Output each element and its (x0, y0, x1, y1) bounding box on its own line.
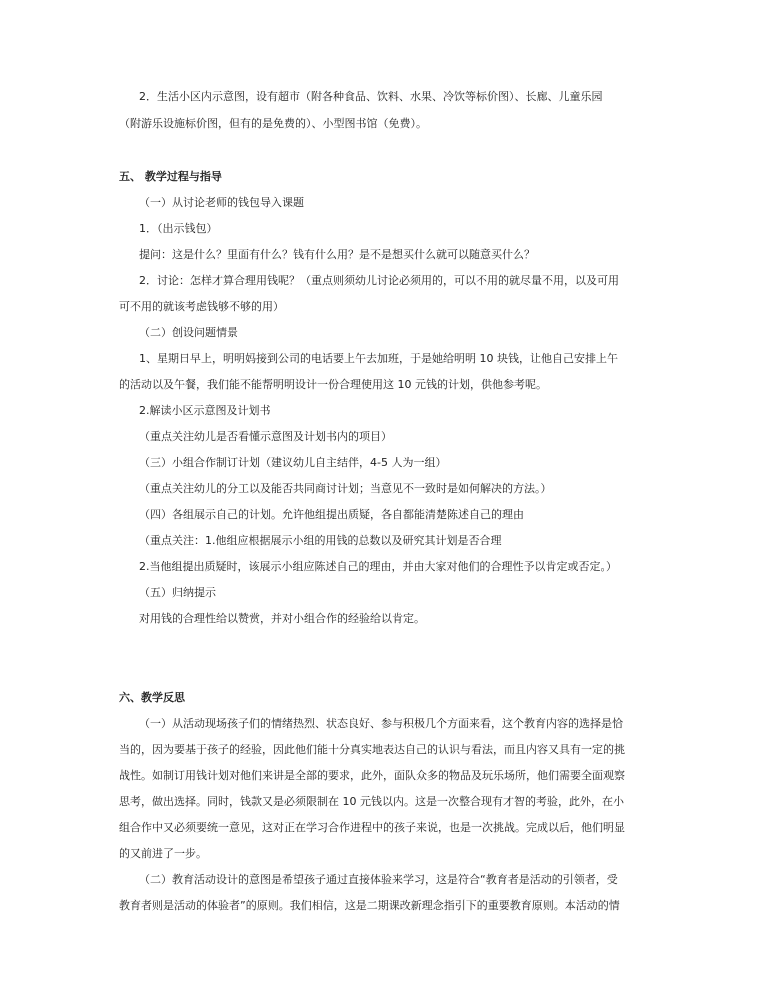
reflection-2-line-1: （二）教育活动设计的意图是希望孩子通过直接体验来学习，这是符合“教育者是活动的引领者，受 (139, 873, 618, 886)
material-item-2-line-2: （附游乐设施标价图，但有的是免费的）、小型图书馆（免费）。 (119, 117, 427, 130)
question-line: 提问：这是什么？里面有什么？钱有什么用？是不是想买什么就可以随意买什么？ (139, 248, 535, 261)
reflection-1-line-2: 当的，因为要基于孩子的经验，因此他们能十分真实地表达自己的认识与看法，而且内容又具有一定的挑 (119, 743, 625, 756)
subsection-4-title: （四）各组展示自己的计划。允许他组提出质疑，各自都能清楚陈述自己的理由 (139, 508, 524, 521)
step-1-line: 1．（出示钱包） (139, 222, 218, 235)
material-item-2-line-1: 2．生活小区内示意图，设有超市（附各种食品、饮料、水果、冷饮等标价图）、长廊、儿童乐园 (139, 90, 603, 103)
focus-note-3-line-1: （重点关注：1.他组应根据展示小组的用钱的总数以及研究其计划是否合理 (139, 534, 502, 547)
section-5-heading: 五、 教学过程与指导 (119, 170, 222, 183)
focus-note-2: （重点关注幼儿的分工以及能否共同商讨计划；当意见不一致时是如何解决的方法。） (139, 482, 552, 495)
reflection-2-line-2: 教育者则是活动的体验者”的原则。我们相信，这是二期课改新理念指引下的重要教育原则。本活动的情 (119, 899, 620, 912)
reflection-1-line-4: 思考，做出选择。同时，钱款又是必须限制在 10 元钱以内。这是一次整合现有才智的考验，此外，在小 (119, 795, 624, 808)
discussion-line-2: 可不用的就该考虑钱够不够的用） (119, 300, 284, 313)
section-6-heading: 六、教学反思 (119, 691, 185, 704)
focus-note-3-line-2: 2.当他组提出质疑时，该展示小组应陈述自己的理由，并由大家对他们的合理性予以肯定或否定。） (139, 560, 617, 573)
scenario-line-2: 的活动以及午餐，我们能不能帮明明设计一份合理使用这 10 元钱的计划，供他参考呢。 (119, 378, 547, 391)
summary-line: 对用钱的合理性给以赞赏，并对小组合作的经验给以肯定。 (139, 612, 425, 625)
map-reading-line: 2.解读小区示意图及计划书 (139, 404, 271, 417)
reflection-1-line-1: （一）从活动现场孩子们的情绪热烈、状态良好、参与积极几个方面来看，这个教育内容的选择是恰 (139, 717, 623, 730)
focus-note-1: （重点关注幼儿是否看懂示意图及计划书内的项目） (139, 430, 392, 443)
scenario-line-1: 1、星期日早上，明明妈接到公司的电话要上午去加班，于是她给明明 10 块钱，让他自己安排上午 (139, 352, 618, 365)
subsection-5-title: （五）归纳提示 (139, 586, 216, 599)
reflection-1-line-3: 战性。如制订用钱计划对他们来讲是全部的要求，此外，面队众多的物品及玩乐场所，他们需要全面观察 (119, 769, 625, 782)
subsection-1-title: （一）从讨论老师的钱包导入课题 (139, 196, 304, 209)
subsection-2-title: （二）创设问题情景 (139, 326, 238, 339)
reflection-1-line-5: 组合作中又必须要统一意见，这对正在学习合作进程中的孩子来说，也是一次挑战。完成以后，他们明显 (119, 821, 625, 834)
subsection-3-title: （三）小组合作制订计划（建议幼儿自主结伴，4-5 人为一组） (139, 456, 447, 469)
discussion-line-1: 2．讨论：怎样才算合理用钱呢？（重点则须幼儿讨论必须用的，可以不用的就尽量不用，以及可用 (139, 274, 619, 287)
reflection-1-line-6: 的又前进了一步。 (119, 847, 207, 860)
